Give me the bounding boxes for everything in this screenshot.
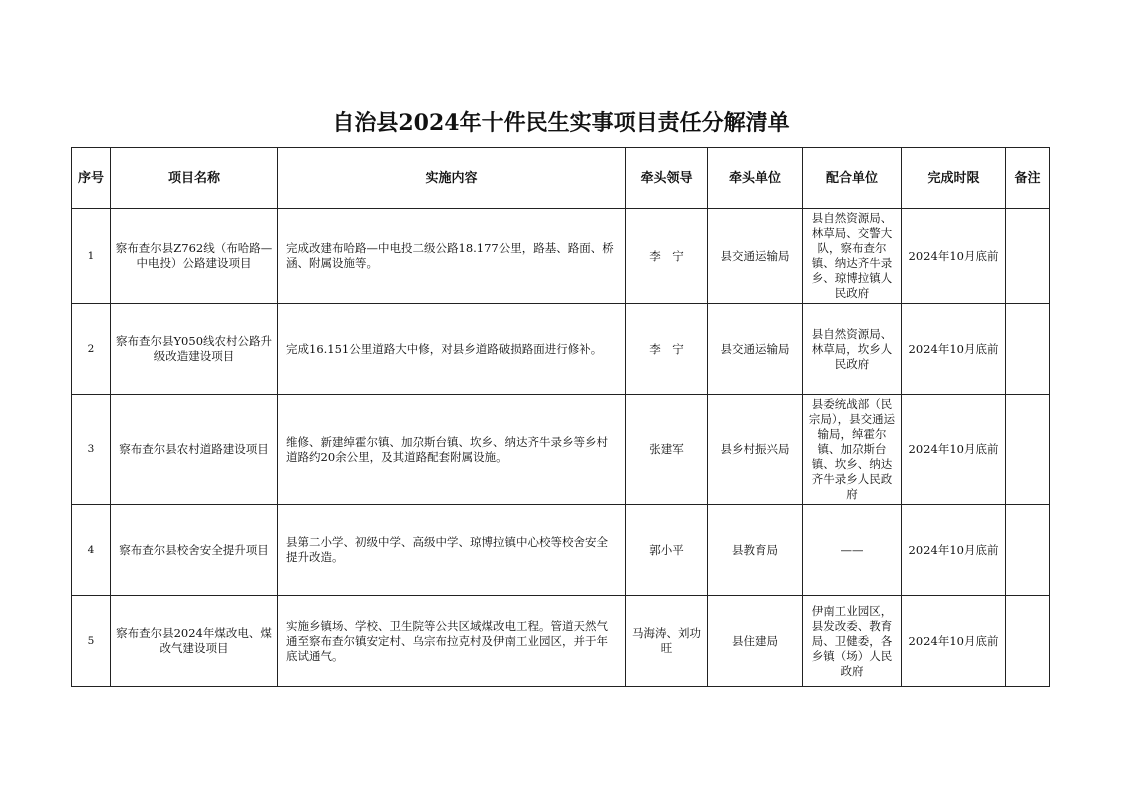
- row-deadline: 2024年10月底前: [902, 596, 1006, 687]
- header-coop-unit: 配合单位: [803, 148, 902, 209]
- row-leader: 李 宁: [626, 304, 708, 395]
- header-content: 实施内容: [278, 148, 626, 209]
- row-content: 县第二小学、初级中学、高级中学、琼博拉镇中心校等校舍安全提升改造。: [278, 505, 626, 596]
- row-content: 维修、新建绰霍尔镇、加尕斯台镇、坎乡、纳达齐牛录乡等乡村道路约20余公里，及其道路配套附属设施。: [278, 395, 626, 505]
- table-row: [72, 304, 1050, 395]
- document-title: 自治县2024年十件民生实事项目责任分解清单: [332, 110, 790, 136]
- row-lead-unit: 县住建局: [708, 596, 803, 687]
- row-project-name: 察布查尔县Y050线农村公路升级改造建设项目: [111, 304, 278, 395]
- row-deadline: 2024年10月底前: [902, 505, 1006, 596]
- row-seq: 1: [72, 209, 111, 304]
- row-content: 完成16.151公里道路大中修，对县乡道路破损路面进行修补。: [278, 304, 626, 395]
- row-leader: 马海涛、刘功旺: [626, 596, 708, 687]
- row-content: 实施乡镇场、学校、卫生院等公共区域煤改电工程。管道天然气通至察布查尔镇安定村、乌宗布拉克村及伊南工业园区，并于年底试通气。: [278, 596, 626, 687]
- row-project-name: 察布查尔县2024年煤改电、煤改气建设项目: [111, 596, 278, 687]
- row-seq: 3: [72, 395, 111, 505]
- row-remark: [1006, 505, 1050, 596]
- header-row: [72, 148, 1050, 209]
- row-seq: 4: [72, 505, 111, 596]
- row-lead-unit: 县乡村振兴局: [708, 395, 803, 505]
- header-leader: 牵头领导: [626, 148, 708, 209]
- row-coop-unit: 伊南工业园区，县发改委、教育局、卫健委，各乡镇（场）人民政府: [803, 596, 902, 687]
- row-deadline: 2024年10月底前: [902, 395, 1006, 505]
- table-row: [72, 596, 1050, 687]
- row-leader: 郭小平: [626, 505, 708, 596]
- row-coop-unit: ——: [803, 505, 902, 596]
- row-seq: 2: [72, 304, 111, 395]
- header-lead-unit: 牵头单位: [708, 148, 803, 209]
- row-remark: [1006, 304, 1050, 395]
- row-leader: 张建军: [626, 395, 708, 505]
- row-lead-unit: 县交通运输局: [708, 209, 803, 304]
- table-row: [72, 395, 1050, 505]
- row-remark: [1006, 395, 1050, 505]
- row-deadline: 2024年10月底前: [902, 209, 1006, 304]
- header-remark: 备注: [1006, 148, 1050, 209]
- row-lead-unit: 县教育局: [708, 505, 803, 596]
- row-project-name: 察布查尔县校舍安全提升项目: [111, 505, 278, 596]
- row-coop-unit: 县自然资源局、林草局，坎乡人民政府: [803, 304, 902, 395]
- row-remark: [1006, 596, 1050, 687]
- row-content: 完成改建布哈路—中电投二级公路18.177公里，路基、路面、桥涵、附属设施等。: [278, 209, 626, 304]
- row-coop-unit: 县委统战部（民宗局），县交通运输局，绰霍尔镇、加尕斯台镇、坎乡、纳达齐牛录乡人民政府: [803, 395, 902, 505]
- row-deadline: 2024年10月底前: [902, 304, 1006, 395]
- row-lead-unit: 县交通运输局: [708, 304, 803, 395]
- header-seq: 序号: [72, 148, 111, 209]
- header-deadline: 完成时限: [902, 148, 1006, 209]
- row-coop-unit: 县自然资源局、林草局、交警大队，察布查尔镇、纳达齐牛录乡、琼博拉镇人民政府: [803, 209, 902, 304]
- table-row: [72, 505, 1050, 596]
- table-row: [72, 209, 1050, 304]
- row-project-name: 察布查尔县农村道路建设项目: [111, 395, 278, 505]
- responsibility-table: [71, 147, 1050, 687]
- header-name: 项目名称: [111, 148, 278, 209]
- row-leader: 李 宁: [626, 209, 708, 304]
- row-project-name: 察布查尔县Z762线（布哈路—中电投）公路建设项目: [111, 209, 278, 304]
- row-seq: 5: [72, 596, 111, 687]
- row-remark: [1006, 209, 1050, 304]
